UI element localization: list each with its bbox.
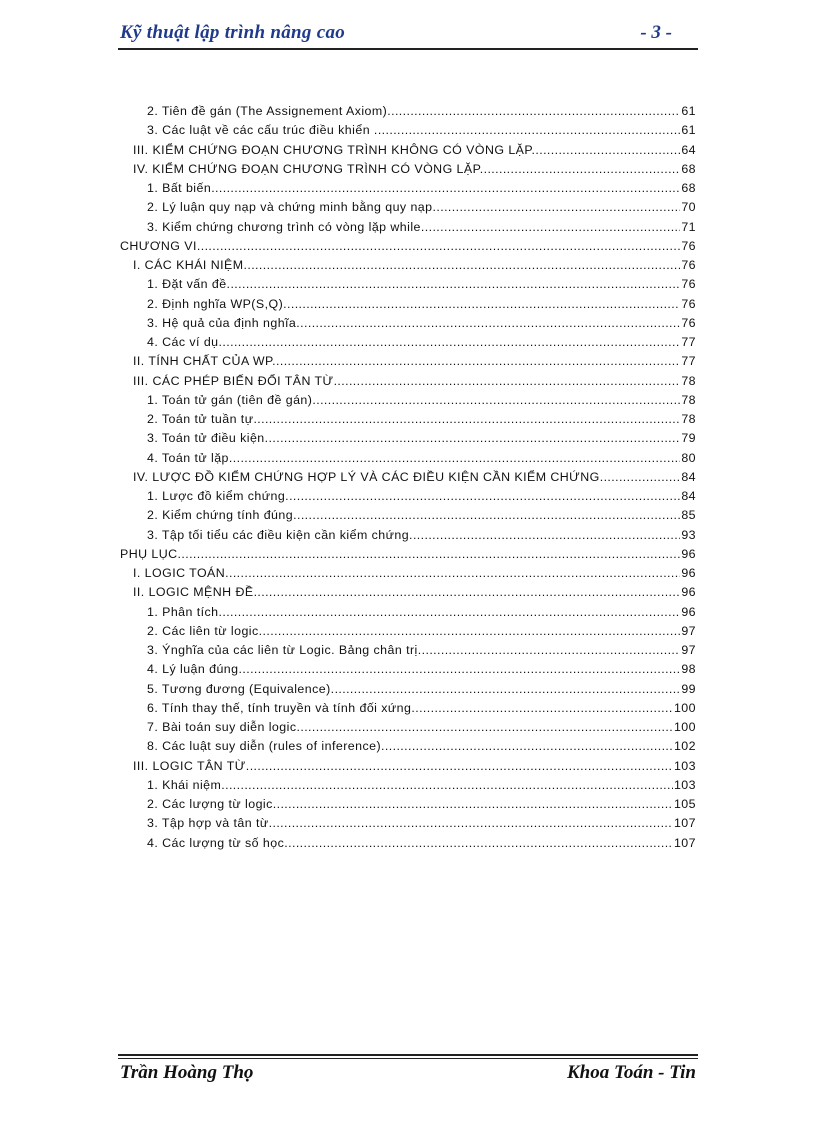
- toc-entry[interactable]: [120, 682, 696, 701]
- toc-leader-dots: [230, 277, 680, 291]
- toc-leader-dots: [422, 643, 681, 657]
- toc-entry[interactable]: [120, 431, 696, 450]
- toc-entry-title: 1. Đặt vấn đề.: [147, 277, 231, 292]
- toc-leader-dots: [413, 528, 680, 542]
- toc-entry-page: 96: [681, 566, 696, 580]
- toc-entry-title: I. CÁC KHÁI NIỆM.: [133, 258, 248, 272]
- toc-entry-title: 2. Toán tử tuần tự: [147, 412, 254, 426]
- toc-entry-page: 85: [681, 508, 696, 523]
- toc-leader-dots: [425, 220, 681, 234]
- toc-entry-page: 77: [681, 335, 696, 349]
- toc-entry[interactable]: [120, 123, 696, 142]
- toc-entry-page: 76: [681, 296, 696, 311]
- toc-leader-dots: [300, 316, 680, 330]
- header-divider: [118, 48, 698, 50]
- toc-entry-title: 1. Phân tích: [147, 604, 219, 619]
- toc-entry[interactable]: [120, 778, 696, 797]
- toc-leader-dots: [604, 470, 681, 484]
- footer-divider-thin: [118, 1058, 698, 1059]
- toc-entry[interactable]: [120, 200, 696, 219]
- toc-entry-title: IV. KIỂM CHỨNG ĐOẠN CHƯƠNG TRÌNH CÓ VÒNG LẶP.: [133, 161, 484, 176]
- toc-entry-title: 3. Các luật về các cấu trúc điều khiển .: [147, 123, 378, 138]
- toc-entry[interactable]: [120, 239, 696, 258]
- toc-entry[interactable]: [120, 797, 696, 816]
- toc-entry[interactable]: [120, 297, 696, 316]
- toc-entry-title: 5. Tương đương (Equivalence).: [147, 681, 335, 696]
- toc-entry[interactable]: [120, 258, 696, 277]
- toc-leader-dots: [250, 759, 673, 773]
- toc-entry[interactable]: [120, 739, 696, 758]
- toc-entry[interactable]: [120, 181, 696, 200]
- document-title: Kỹ thuật lập trình nâng cao: [120, 22, 346, 43]
- toc-entry[interactable]: [120, 585, 696, 604]
- toc-entry[interactable]: [120, 354, 696, 373]
- toc-entry-page: 76: [681, 277, 696, 292]
- toc-leader-dots: [535, 143, 680, 157]
- toc-leader-dots: [297, 508, 680, 522]
- toc-entry-title: II. TÍNH CHẤT CỦA WP.: [133, 354, 277, 369]
- toc-entry-title: III. LOGIC TÂN TỪ.: [133, 758, 250, 773]
- toc-entry[interactable]: [120, 624, 696, 643]
- toc-leader-dots: [415, 701, 673, 715]
- page-header: [118, 18, 698, 50]
- table-of-contents: [120, 104, 696, 855]
- toc-leader-dots: [254, 585, 681, 599]
- toc-entry[interactable]: [120, 662, 696, 681]
- toc-entry-page: 84: [681, 489, 696, 503]
- toc-entry-page: 61: [681, 123, 696, 138]
- toc-entry[interactable]: [120, 720, 696, 739]
- toc-leader-dots: [288, 836, 673, 850]
- toc-entry-title: 6. Tính thay thế, tính truyền và tính đối xứng.: [147, 700, 416, 715]
- toc-entry[interactable]: [120, 412, 696, 431]
- toc-entry[interactable]: [120, 508, 696, 527]
- toc-entry-title: PHỤ LỤC: [120, 546, 178, 561]
- toc-entry-page: 79: [681, 431, 696, 446]
- toc-entry-page: 96: [681, 546, 696, 561]
- toc-entry-page: 99: [681, 681, 696, 696]
- toc-leader-dots: [316, 393, 680, 407]
- toc-entry[interactable]: [120, 566, 696, 585]
- toc-leader-dots: [225, 566, 680, 580]
- toc-entry[interactable]: [120, 816, 696, 835]
- toc-entry-title: 3. Hệ quả của định nghĩa.: [147, 315, 301, 330]
- toc-entry-page: 97: [681, 643, 696, 657]
- toc-entry-page: 61: [681, 104, 696, 118]
- toc-entry[interactable]: [120, 701, 696, 720]
- toc-entry-title: I. LOGIC TOÁN: [133, 566, 226, 580]
- toc-entry-title: III. KIỂM CHỨNG ĐOẠN CHƯƠNG TRÌNH KHÔNG CÓ VÒNG LẶP.: [133, 142, 536, 157]
- toc-leader-dots: [247, 258, 680, 272]
- toc-entry[interactable]: [120, 643, 696, 662]
- toc-entry[interactable]: [120, 836, 696, 855]
- toc-entry[interactable]: [120, 162, 696, 181]
- toc-entry-title: 1. Toán tử gán (tiên đề gán).: [147, 392, 317, 407]
- toc-entry[interactable]: [120, 335, 696, 354]
- toc-entry-title: 3. Toán tử điều kiện.: [147, 431, 269, 446]
- toc-leader-dots: [378, 123, 680, 137]
- toc-entry-title: III. CÁC PHÉP BIẾN ĐỔI TÂN TỪ: [133, 373, 334, 388]
- toc-entry-page: 80: [681, 450, 696, 465]
- toc-leader-dots: [436, 200, 680, 214]
- toc-entry-title: 3. Tập hợp và tân từ: [147, 816, 269, 831]
- toc-entry-title: 4. Các lượng từ số học.: [147, 835, 289, 850]
- toc-entry-page: 76: [681, 258, 696, 272]
- toc-entry-title: 4. Toán tử lặp.: [147, 450, 233, 465]
- toc-entry-title: 2. Tiên đề gán (The Assignement Axiom): [147, 104, 388, 118]
- toc-leader-dots: [276, 354, 680, 368]
- toc-entry-page: 107: [673, 816, 696, 831]
- toc-leader-dots: [263, 624, 681, 638]
- toc-leader-dots: [197, 239, 680, 253]
- toc-entry-page: 68: [681, 161, 696, 176]
- toc-leader-dots: [233, 451, 681, 465]
- toc-leader-dots: [211, 181, 680, 195]
- toc-entry-title: 1. Bất biến: [147, 181, 212, 195]
- toc-entry-title: CHƯƠNG VI: [120, 238, 197, 253]
- page-number: - 3 -: [640, 22, 672, 43]
- toc-entry-title: 3. Ýnghĩa của các liên từ Logic. Bảng chân trị.: [147, 643, 422, 657]
- toc-entry-title: 2. Lý luận quy nạp và chứng minh bằng quy nạp.: [147, 200, 437, 215]
- toc-entry-page: 96: [681, 604, 696, 619]
- toc-leader-dots: [221, 778, 673, 792]
- toc-leader-dots: [222, 335, 680, 349]
- toc-leader-dots: [242, 662, 680, 676]
- toc-entry-page: 96: [681, 585, 696, 600]
- toc-entry-title: 4. Các ví dụ.: [147, 335, 223, 349]
- toc-entry[interactable]: [120, 759, 696, 778]
- toc-entry-title: 2. Định nghĩa WP(S,Q): [147, 296, 284, 311]
- toc-entry-page: 78: [681, 392, 696, 407]
- toc-entry-page: 97: [681, 623, 696, 638]
- toc-entry-page: 78: [681, 373, 696, 388]
- toc-entry-page: 68: [681, 181, 696, 195]
- toc-entry-page: 64: [681, 142, 696, 157]
- toc-entry-title: 3. Kiểm chứng chương trình có vòng lặp while.: [147, 219, 425, 234]
- toc-entry[interactable]: [120, 393, 696, 412]
- toc-leader-dots: [283, 297, 680, 311]
- toc-entry-page: 98: [681, 662, 696, 677]
- toc-entry-title: 8. Các luật suy diễn (rules of inference).: [147, 739, 385, 754]
- toc-entry[interactable]: [120, 277, 696, 296]
- toc-entry-title: 3. Tập tối tiểu các điều kiện cần kiểm chứng.: [147, 527, 413, 542]
- toc-entry-page: 78: [681, 412, 696, 426]
- toc-entry-title: 4. Lý luận đúng.: [147, 662, 243, 677]
- toc-entry-page: 100: [673, 700, 696, 715]
- footer-department: Khoa Toán - Tin: [567, 1062, 696, 1083]
- toc-entry[interactable]: [120, 316, 696, 335]
- toc-entry-title: 2. Kiểm chứng tính đúng.: [147, 508, 297, 523]
- toc-leader-dots: [253, 412, 680, 426]
- toc-entry-page: 71: [681, 219, 696, 234]
- footer-author: Trần Hoàng Thọ: [120, 1062, 254, 1083]
- toc-entry-page: 93: [681, 527, 696, 542]
- toc-entry-page: 103: [673, 758, 696, 773]
- toc-entry-title: 7. Bài toán suy diễn logic.: [147, 720, 301, 734]
- toc-leader-dots: [334, 374, 681, 388]
- toc-leader-dots: [269, 431, 681, 445]
- toc-entry[interactable]: [120, 104, 696, 123]
- toc-entry[interactable]: [120, 451, 696, 470]
- toc-leader-dots: [269, 816, 673, 830]
- toc-entry-page: 76: [681, 238, 696, 253]
- toc-leader-dots: [300, 720, 673, 734]
- toc-entry-title: 2. Các lượng từ logic: [147, 797, 273, 811]
- toc-leader-dots: [219, 605, 681, 619]
- toc-entry[interactable]: [120, 489, 696, 508]
- toc-leader-dots: [335, 682, 681, 696]
- toc-leader-dots: [289, 489, 680, 503]
- toc-entry-page: 70: [681, 200, 696, 215]
- toc-entry[interactable]: [120, 605, 696, 624]
- toc-entry[interactable]: [120, 528, 696, 547]
- toc-entry-title: 1. Khái niệm: [147, 777, 222, 792]
- toc-entry-page: 100: [673, 720, 696, 734]
- toc-leader-dots: [178, 547, 681, 561]
- toc-entry-page: 105: [673, 797, 696, 811]
- toc-entry[interactable]: [120, 547, 696, 566]
- toc-entry-title: II. LOGIC MỆNH ĐỀ: [133, 585, 254, 600]
- toc-entry-page: 77: [681, 354, 696, 369]
- toc-leader-dots: [273, 797, 673, 811]
- toc-leader-dots: [484, 162, 681, 176]
- footer-divider: [118, 1054, 698, 1056]
- toc-entry-page: 102: [673, 739, 696, 754]
- toc-entry-title: 2. Các liên từ logic.: [147, 623, 263, 638]
- toc-entry-page: 84: [681, 469, 696, 484]
- toc-leader-dots: [385, 739, 673, 753]
- toc-entry-title: 1. Lược đồ kiểm chứng.: [147, 489, 290, 503]
- toc-entry-title: IV. LƯỢC ĐỒ KIỂM CHỨNG HỢP LÝ VÀ CÁC ĐIỀU KIỆN CẦN KIỂM CHỨNG.: [133, 469, 604, 484]
- toc-entry[interactable]: [120, 374, 696, 393]
- toc-entry-page: 76: [681, 315, 696, 330]
- toc-entry-page: 107: [673, 835, 696, 850]
- toc-entry[interactable]: [120, 470, 696, 489]
- toc-entry[interactable]: [120, 143, 696, 162]
- toc-leader-dots: [387, 104, 680, 118]
- toc-entry[interactable]: [120, 220, 696, 239]
- toc-entry-page: 103: [673, 777, 696, 792]
